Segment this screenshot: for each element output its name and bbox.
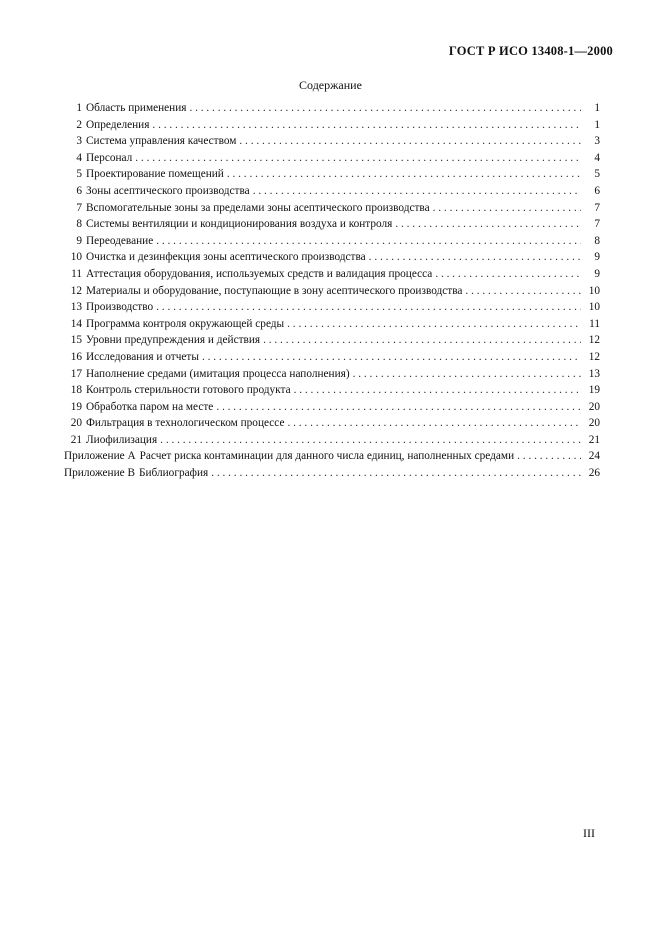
toc-leader-dots [435,268,581,280]
toc-entry-number: 11 [71,267,82,280]
toc-entry-number: 1 [76,102,82,114]
toc-entry-label: Обработка паром на месте [86,400,214,413]
toc-entry[interactable] [64,168,600,185]
toc-entry-label: Уровни предупреждения и действия [86,334,261,347]
toc-entry-label: Производство [86,301,154,314]
toc-entry-number: 12 [70,284,82,297]
toc-leader-dots [353,368,581,380]
toc-entry-number: 21 [70,433,82,446]
toc-entry-label: Определения [86,118,150,131]
toc-leader-dots [152,119,581,131]
toc-entry-number: 18 [70,384,82,397]
toc-entry-number: 4 [76,151,82,164]
toc-leader-dots [517,450,581,462]
toc-entry-appendix[interactable] [64,467,600,484]
toc-entry-label: Персонал [86,151,133,164]
toc-entry-page: 6 [594,184,600,197]
toc-entry-page: 20 [588,400,600,413]
toc-entry[interactable] [64,318,600,335]
toc-entry[interactable] [64,235,600,252]
toc-entry-page: 20 [588,417,600,430]
toc-entry[interactable] [64,102,600,119]
toc-entry[interactable] [64,152,600,169]
toc-entry[interactable] [64,401,600,418]
toc-entry-page: 9 [594,251,600,264]
toc-entry-number: 16 [70,350,82,363]
toc-entry[interactable] [64,334,600,351]
toc-entry[interactable] [64,251,600,268]
toc-entry[interactable] [64,202,600,219]
toc-leader-dots [156,235,581,247]
toc-entry-label: Переодевание [86,234,154,247]
toc-entry[interactable] [64,351,600,368]
toc-entry[interactable] [64,368,600,385]
toc-entry-page: 13 [588,367,600,380]
toc-entry-number: 13 [70,301,82,314]
toc-leader-dots [287,318,581,330]
toc-leader-dots [156,301,581,313]
toc-entry-label: Аттестация оборудования, используемых средств и валидация процесса [86,267,433,280]
toc-entry-page: 5 [594,168,600,181]
toc-entry-label: Расчет риска контаминации для данного числа единиц, наполненных средами [139,450,515,463]
toc-title: Содержание [299,78,362,92]
toc-entry-page: 1 [594,102,600,114]
toc-entry-label: Контроль стерильности готового продукта [86,384,291,397]
toc-entry-label: Лиофилизация [86,433,158,446]
toc-entry-label: Материалы и оборудование, поступающие в зону асептического производства [86,284,463,297]
toc-entry-page: 19 [588,384,600,397]
toc-entry[interactable] [64,417,600,434]
toc-entry[interactable] [64,434,600,451]
toc-entry-page: 9 [594,267,600,280]
toc-entry-page: 1 [594,118,600,131]
toc-entry-label: Система управления качеством [86,135,237,148]
toc-entry-page: 7 [594,201,600,214]
toc-leader-dots [135,152,581,164]
toc-entry[interactable] [64,285,600,302]
toc-entry-number: 5 [76,168,82,181]
toc-entry-number: 2 [76,118,82,131]
toc-entry-page: 12 [588,334,600,347]
page-number: III [583,826,595,840]
toc-entry-page: 10 [588,284,600,297]
toc-entry-label: Очистка и дезинфекция зоны асептического производства [86,251,366,264]
toc-entry-number: 3 [76,135,82,148]
toc-entry-label: Проектирование помещений [86,168,224,181]
toc-leader-dots [395,218,581,230]
toc-entry-label: Область применения [86,102,187,114]
toc-leader-dots [294,384,581,396]
toc-entry-page: 7 [594,218,600,231]
toc-entry-page: 11 [589,317,600,330]
toc-entry-page: 8 [594,234,600,247]
toc-entry-label: Библиография [139,467,209,480]
toc-appendix-number: Приложение В [64,467,135,480]
toc-leader-dots [369,251,581,263]
toc-entry-label: Зоны асептического производства [86,184,250,197]
toc-entry-label: Фильтрация в технологическом процессе [86,417,285,430]
table-of-contents [64,102,600,484]
toc-entry-number: 20 [70,417,82,430]
toc-entry-label: Программа контроля окружающей среды [86,317,285,330]
toc-leader-dots [253,185,581,197]
toc-entry[interactable] [64,268,600,285]
toc-entry-number: 8 [76,218,82,231]
toc-leader-dots [211,467,581,479]
toc-entry-page: 3 [594,135,600,148]
toc-leader-dots [227,168,581,180]
toc-entry[interactable] [64,119,600,136]
toc-entry-page: 21 [588,433,600,446]
toc-entry-label: Исследования и отчеты [86,350,199,363]
toc-entry-number: 7 [76,201,82,214]
toc-entry-page: 10 [588,301,600,314]
toc-leader-dots [287,417,581,429]
toc-entry[interactable] [64,185,600,202]
toc-entry-number: 19 [70,400,82,413]
toc-entry-label: Системы вентиляции и кондиционирования воздуха и контроля [86,218,393,231]
toc-leader-dots [189,102,581,114]
toc-entry-page: 4 [594,151,600,164]
toc-leader-dots [465,285,581,297]
toc-leader-dots [239,135,581,147]
toc-entry-number: 15 [70,334,82,347]
toc-leader-dots [433,202,581,214]
toc-entry[interactable] [64,301,600,318]
toc-entry[interactable] [64,384,600,401]
toc-entry-page: 24 [588,450,600,463]
toc-leader-dots [216,401,581,413]
toc-entry[interactable] [64,218,600,235]
toc-entry-number: 17 [70,367,82,380]
toc-entry-number: 10 [70,251,82,264]
toc-entry-number: 9 [76,234,82,247]
toc-entry-page: 12 [588,350,600,363]
toc-entry-number: 6 [76,184,82,197]
toc-entry-number: 14 [70,317,82,330]
toc-leader-dots [263,334,581,346]
toc-entry-label: Вспомогательные зоны за пределами зоны асептического производства [86,201,430,214]
toc-leader-dots [160,434,581,446]
toc-entry-label: Наполнение средами (имитация процесса наполнения) [86,367,350,380]
document-code: ГОСТ Р ИСО 13408-1—2000 [448,44,613,58]
toc-leader-dots [202,351,581,363]
toc-entry-appendix[interactable] [64,450,600,467]
toc-entry[interactable] [64,135,600,152]
toc-entry-page: 26 [588,467,600,480]
toc-appendix-number: Приложение А [64,450,136,463]
